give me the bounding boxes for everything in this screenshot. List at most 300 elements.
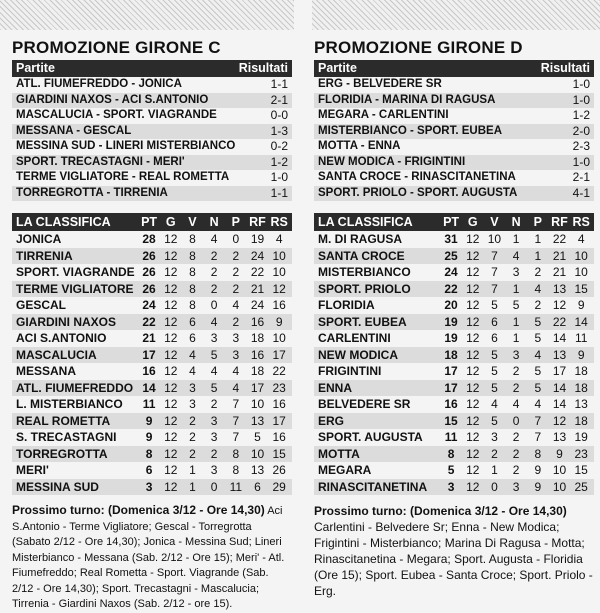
team-name: RINASCITANETINA: [318, 479, 428, 494]
standings-stat: 2: [534, 298, 542, 312]
header-hatch-right: [312, 0, 600, 30]
standings-stat: 6: [189, 331, 196, 345]
standings-row: [12, 446, 292, 463]
standings-stat: 2: [189, 413, 196, 428]
standings-stat: 3: [210, 413, 218, 428]
group-d-column: [314, 36, 594, 599]
standings-row: [12, 413, 292, 430]
standings-stat: 2: [512, 446, 520, 461]
standings-stat: 18: [574, 364, 588, 378]
standings-stat: 9: [577, 298, 585, 312]
standings-stat: 2: [189, 430, 196, 444]
standings-stat: 14: [142, 380, 156, 395]
match-row: [12, 77, 292, 93]
standings-stat: 26: [142, 248, 156, 263]
standings-stat: 1: [491, 463, 498, 477]
standings-stat: 2: [491, 446, 498, 461]
standings-stat: 26: [142, 281, 156, 296]
standings-stat: 4: [491, 397, 498, 411]
standings-stat: 26: [272, 463, 286, 477]
standings-stat: 11: [229, 479, 243, 494]
standings-row: [12, 347, 292, 364]
standings-stat: 12: [466, 364, 480, 378]
next-round: [12, 503, 292, 613]
standings-stat: 10: [272, 248, 286, 263]
standings-stat: 9: [577, 347, 585, 362]
team-name: MESSANA: [16, 364, 77, 378]
standings-stat: 3: [232, 331, 240, 345]
match-result: 4-1: [572, 185, 590, 200]
standings-stat: 10: [574, 265, 588, 279]
standings-stat: 14: [574, 314, 588, 329]
match-result: 1-1: [270, 185, 288, 200]
next-round-label: Prossimo turno: (Domenica 3/12 - Ore 14,30): [12, 503, 265, 517]
standings-row: [12, 231, 292, 248]
standings-stat: 24: [142, 298, 156, 312]
matches-header-label: Partite: [16, 61, 55, 75]
standings-stat: 1: [512, 331, 520, 345]
standings-stat: 5: [534, 364, 542, 378]
standings-row: [314, 462, 594, 479]
standings-stat: 21: [250, 281, 265, 296]
standings-stat: 9: [275, 314, 283, 329]
match-teams: MOTTA - ENNA: [318, 140, 401, 152]
standings-stat: 2: [232, 314, 240, 329]
team-name: TIRRENIA: [16, 248, 73, 263]
match-teams: TERME VIGLIATORE - REAL ROMETTA: [16, 171, 230, 183]
standings-stat: 12: [552, 298, 567, 312]
matches-header-label: Partite: [318, 61, 357, 75]
standings-stat: 5: [491, 380, 498, 395]
match-result: 1-0: [270, 170, 288, 184]
team-name: ATL. FIUMEFREDDO: [16, 380, 134, 395]
standings-stat: 4: [534, 347, 542, 362]
standings-stat: 2: [534, 265, 542, 279]
match-teams: TORREGROTTA - TIRRENIA: [16, 186, 168, 199]
standings-stat: 17: [142, 347, 156, 362]
next-round-fixtures: Carlentini - Belvedere Sr; Enna - New Modica; Frigintini - Misterbianco; Marina Di Ragusa - Motta; Rinascitanetina - Megara; Sport. Augusta - Floridia (Ore 15); Sport. Eubea - Santa Croce; Sport. Priolo - Erg.: [314, 520, 593, 598]
standings-stat: 7: [232, 430, 240, 444]
standings-stat: 4: [534, 397, 542, 411]
standings-stat: 6: [254, 479, 261, 494]
standings-stat: 10: [272, 331, 286, 345]
group-title: PROMOZIONE GIRONE C: [12, 38, 221, 57]
match-result: 1-3: [270, 123, 288, 138]
standings-stat: 19: [444, 314, 458, 329]
standings-stat: 12: [164, 298, 178, 312]
standings-stat: 12: [466, 380, 480, 395]
standings-header-cell: LA CLASSIFICA: [16, 215, 111, 229]
standings-header-cell: G: [467, 215, 478, 229]
standings-header-cell: N: [209, 215, 219, 229]
standings-stat: 4: [189, 347, 196, 362]
standings-stat: 13: [250, 413, 265, 428]
standings-stat: 8: [232, 446, 240, 461]
standings-stat: 16: [272, 298, 286, 312]
standings-stat: 4: [512, 248, 520, 263]
standings-row: [314, 264, 594, 281]
standings-stat: 18: [574, 413, 588, 428]
team-name: SPORT. EUBEA: [318, 314, 407, 329]
standings-stat: 8: [189, 298, 196, 312]
standings-stat: 21: [552, 248, 567, 263]
standings-stat: 28: [142, 232, 156, 246]
standings-stat: 2: [232, 265, 240, 279]
standings-stat: 2: [210, 248, 218, 263]
standings-stat: 10: [250, 397, 265, 411]
team-name: MOTTA: [318, 446, 360, 461]
standings-stat: 19: [574, 430, 588, 444]
team-name: MESSINA SUD: [16, 479, 99, 494]
standings-row: [314, 429, 594, 446]
standings-row: [12, 297, 292, 314]
standings-stat: 26: [142, 265, 156, 279]
match-teams: SPORT. PRIOLO - SPORT. AUGUSTA: [318, 186, 518, 199]
standings-stat: 24: [250, 248, 265, 263]
match-result: 1-0: [572, 77, 590, 91]
standings-stat: 12: [164, 232, 178, 246]
standings-stat: 19: [250, 232, 265, 246]
standings-stat: 13: [552, 430, 567, 444]
standings-header-cell: RF: [249, 215, 266, 229]
standings-stat: 22: [444, 281, 458, 296]
standings-stat: 15: [272, 446, 286, 461]
standings-stat: 5: [534, 314, 542, 329]
standings-stat: 12: [164, 347, 178, 362]
standings-stat: 2: [232, 281, 240, 296]
standings-stat: 10: [272, 265, 286, 279]
team-name: JONICA: [16, 232, 62, 246]
match-row: [314, 155, 594, 171]
standings-stat: 22: [272, 364, 286, 378]
standings-header-cell: LA CLASSIFICA: [318, 215, 413, 229]
standings-stat: 5: [491, 413, 498, 428]
standings-row: [12, 330, 292, 347]
standings-stat: 4: [512, 397, 520, 411]
standings-header: [12, 213, 292, 231]
standings-header-cell: N: [511, 215, 521, 229]
next-round-label: Prossimo turno: (Domenica 3/12 - Ore 14,30): [314, 504, 567, 518]
standings-stat: 5: [512, 298, 520, 312]
standings-stat: 12: [164, 314, 178, 329]
standings-stat: 8: [189, 248, 196, 263]
standings-stat: 12: [552, 413, 567, 428]
match-teams: MESSINA SUD - LINERI MISTERBIANCO: [16, 140, 236, 152]
match-result: 2-1: [572, 170, 590, 184]
standings-stat: 0: [512, 413, 520, 428]
standings-stat: 6: [491, 331, 498, 345]
match-teams: ERG - BELVEDERE SR: [318, 78, 442, 90]
standings-stat: 3: [232, 347, 240, 362]
match-teams: MEGARA - CARLENTINI: [318, 109, 449, 121]
standings-stat: 12: [164, 331, 178, 345]
standings-header-cell: P: [231, 215, 240, 229]
matches-header: [314, 60, 594, 77]
standings-stat: 2: [232, 248, 240, 263]
standings-stat: 24: [444, 265, 458, 279]
standings-stat: 5: [491, 364, 498, 378]
standings-stat: 12: [164, 380, 178, 395]
match-teams: MISTERBIANCO - SPORT. EUBEA: [318, 124, 503, 137]
standings-stat: 4: [232, 298, 240, 312]
standings-header-cell: P: [533, 215, 542, 229]
team-name: SANTA CROCE: [318, 248, 405, 263]
standings-stat: 1: [189, 463, 196, 477]
standings-stat: 14: [552, 397, 567, 411]
match-result: 1-1: [270, 77, 288, 91]
standings-stat: 7: [491, 281, 498, 296]
team-name: SPORT. AUGUSTA: [318, 430, 423, 444]
standings-header-cell: V: [490, 215, 499, 229]
standings-stat: 4: [534, 281, 542, 296]
standings-stat: 8: [447, 446, 455, 461]
standings-stat: 14: [552, 331, 567, 345]
match-row: [12, 186, 292, 202]
standings-row: [12, 429, 292, 446]
match-teams: MESSANA - GESCAL: [16, 124, 132, 137]
standings-stat: 10: [250, 446, 265, 461]
standings-stat: 15: [574, 463, 588, 477]
match-row: [314, 139, 594, 155]
match-result: 0-0: [270, 108, 288, 122]
standings-stat: 2: [512, 463, 520, 477]
standings-stat: 21: [552, 265, 567, 279]
standings-stat: 16: [250, 347, 265, 362]
standings-stat: 4: [210, 232, 218, 246]
standings-stat: 5: [534, 331, 542, 345]
match-row: [314, 108, 594, 124]
standings-stat: 12: [466, 232, 480, 246]
standings-stat: 3: [491, 430, 498, 444]
standings-stat: 4: [210, 364, 218, 378]
standings-stat: 15: [444, 413, 458, 428]
standings-stat: 22: [552, 232, 567, 246]
team-name: FLORIDIA: [318, 298, 375, 312]
match-row: [12, 155, 292, 171]
match-teams: FLORIDIA - MARINA DI RAGUSA: [318, 93, 496, 106]
standings-stat: 16: [272, 397, 286, 411]
team-name: CARLENTINI: [318, 331, 391, 345]
standings-stat: 12: [164, 248, 178, 263]
standings-stat: 25: [444, 248, 458, 263]
standings-stat: 2: [189, 446, 196, 461]
match-row: [12, 139, 292, 155]
standings-stat: 12: [466, 314, 480, 329]
team-name: BELVEDERE SR: [318, 397, 411, 411]
match-row: [314, 93, 594, 109]
team-name: MERI': [16, 463, 49, 477]
standings-header-cell: RS: [270, 215, 288, 229]
standings-stat: 1: [534, 248, 542, 263]
standings-stat: 5: [210, 380, 218, 395]
match-row: [314, 77, 594, 93]
standings-stat: 12: [164, 463, 178, 477]
standings-stat: 18: [574, 380, 588, 395]
standings-stat: 10: [487, 232, 502, 246]
match-teams: SPORT. TRECASTAGNI - MERI': [16, 155, 185, 168]
standings-row: [314, 396, 594, 413]
standings-stat: 2: [210, 265, 218, 279]
standings-row: [12, 314, 292, 331]
standings-stat: 14: [552, 380, 567, 395]
standings-stat: 12: [466, 331, 480, 345]
standings-stat: 2: [512, 380, 520, 395]
standings-stat: 13: [552, 347, 567, 362]
standings-stat: 9: [534, 479, 542, 494]
standings-row: [314, 281, 594, 298]
team-name: S. TRECASTAGNI: [16, 430, 117, 444]
match-result: 1-0: [572, 92, 590, 107]
standings-stat: 22: [142, 314, 156, 329]
standings-row: [314, 314, 594, 331]
standings-stat: 11: [574, 331, 588, 345]
team-name: SPORT. PRIOLO: [318, 281, 411, 296]
match-row: [12, 170, 292, 186]
standings-header-cell: G: [165, 215, 176, 229]
team-name: ERG: [318, 413, 345, 428]
match-result: 0-2: [270, 139, 288, 153]
standings-stat: 12: [466, 298, 480, 312]
standings-stat: 21: [142, 331, 156, 345]
standings-stat: 5: [491, 298, 498, 312]
standings-stat: 12: [164, 479, 178, 494]
standings-stat: 4: [232, 380, 240, 395]
standings-stat: 18: [250, 364, 265, 378]
standings-stat: 12: [164, 446, 178, 461]
team-name: SPORT. VIAGRANDE: [16, 265, 135, 279]
match-row: [314, 170, 594, 186]
standings-stat: 8: [189, 281, 196, 296]
standings-row: [12, 396, 292, 413]
standings-stat: 12: [466, 265, 480, 279]
standings-stat: 20: [444, 298, 458, 312]
team-name: ACI S.ANTONIO: [16, 331, 107, 345]
standings-stat: 15: [574, 281, 588, 296]
standings-stat: 5: [491, 347, 498, 362]
standings-stat: 12: [164, 265, 178, 279]
team-name: FRIGINTINI: [318, 364, 382, 378]
standings-row: [314, 479, 594, 496]
standings-row: [12, 462, 292, 479]
standings-stat: 8: [189, 265, 196, 279]
team-name: GIARDINI NAXOS: [16, 314, 117, 329]
team-name: TERME VIGLIATORE: [16, 281, 134, 296]
standings-stat: 2: [210, 281, 218, 296]
standings-stat: 1: [534, 232, 542, 246]
match-result: 2-0: [572, 123, 590, 138]
standings-stat: 17: [444, 380, 458, 395]
standings-header: [314, 213, 594, 231]
match-result: 2-1: [270, 92, 288, 107]
standings-row: [314, 248, 594, 265]
standings-stat: 22: [250, 265, 265, 279]
match-row: [12, 108, 292, 124]
standings-stat: 4: [210, 314, 218, 329]
standings-stat: 0: [232, 232, 240, 246]
standings-stat: 29: [272, 479, 286, 494]
standings-stat: 12: [466, 347, 480, 362]
match-teams: MASCALUCIA - SPORT. VIAGRANDE: [16, 109, 217, 121]
team-name: MEGARA: [318, 463, 372, 477]
standings-stat: 12: [466, 446, 480, 461]
standings-stat: 1: [189, 479, 196, 494]
standings-stat: 12: [466, 397, 480, 411]
standings-stat: 7: [491, 265, 498, 279]
standings-stat: 19: [444, 331, 458, 345]
standings-stat: 23: [272, 380, 286, 395]
standings-stat: 0: [491, 479, 498, 494]
standings-stat: 25: [574, 479, 588, 494]
standings-stat: 4: [577, 232, 585, 246]
standings-header-cell: PT: [141, 215, 158, 229]
standings-stat: 13: [250, 463, 265, 477]
standings-row: [12, 380, 292, 397]
standings-header-cell: RF: [551, 215, 568, 229]
team-name: REAL ROMETTA: [16, 413, 111, 428]
standings-stat: 12: [164, 364, 178, 378]
standings-header-cell: RS: [572, 215, 590, 229]
standings-stat: 23: [574, 446, 588, 461]
match-row: [12, 93, 292, 109]
group-title: PROMOZIONE GIRONE D: [314, 38, 523, 57]
standings-row: [314, 446, 594, 463]
standings-stat: 22: [552, 314, 567, 329]
standings-stat: 3: [512, 479, 520, 494]
standings-row: [314, 380, 594, 397]
standings-stat: 3: [210, 463, 218, 477]
standings-stat: 6: [491, 314, 498, 329]
standings-stat: 3: [189, 397, 196, 411]
match-row: [314, 186, 594, 202]
standings-stat: 9: [534, 463, 542, 477]
standings-stat: 16: [444, 397, 458, 411]
standings-stat: 3: [512, 347, 520, 362]
match-row: [314, 124, 594, 140]
team-name: MISTERBIANCO: [318, 265, 411, 279]
team-name: M. DI RAGUSA: [318, 232, 402, 246]
standings-stat: 6: [189, 314, 196, 329]
standings-stat: 3: [210, 430, 218, 444]
standings-stat: 12: [164, 397, 178, 411]
standings-stat: 10: [574, 248, 588, 263]
group-c-column: [12, 36, 292, 613]
standings-stat: 3: [512, 265, 520, 279]
results-header-label: Risultati: [238, 61, 288, 75]
standings-stat: 11: [142, 397, 156, 411]
standings-stat: 8: [534, 446, 542, 461]
standings-stat: 16: [272, 430, 286, 444]
standings-stat: 3: [210, 331, 218, 345]
match-teams: GIARDINI NAXOS - ACI S.ANTONIO: [16, 93, 209, 106]
standings-stat: 13: [552, 281, 567, 296]
match-row: [12, 124, 292, 140]
standings-row: [314, 363, 594, 380]
standings-stat: 17: [250, 380, 265, 395]
matches-header: [12, 60, 292, 77]
standings-stat: 9: [556, 446, 563, 461]
standings-stat: 0: [210, 298, 218, 312]
standings-stat: 5: [447, 463, 455, 477]
standings-stat: 2: [210, 446, 218, 461]
standings-stat: 17: [552, 364, 567, 378]
standings-stat: 7: [534, 430, 542, 444]
standings-stat: 7: [534, 413, 542, 428]
standings-header-cell: PT: [443, 215, 460, 229]
standings-stat: 1: [512, 281, 520, 296]
next-round: [314, 503, 594, 599]
standings-row: [314, 347, 594, 364]
standings-stat: 17: [272, 413, 286, 428]
